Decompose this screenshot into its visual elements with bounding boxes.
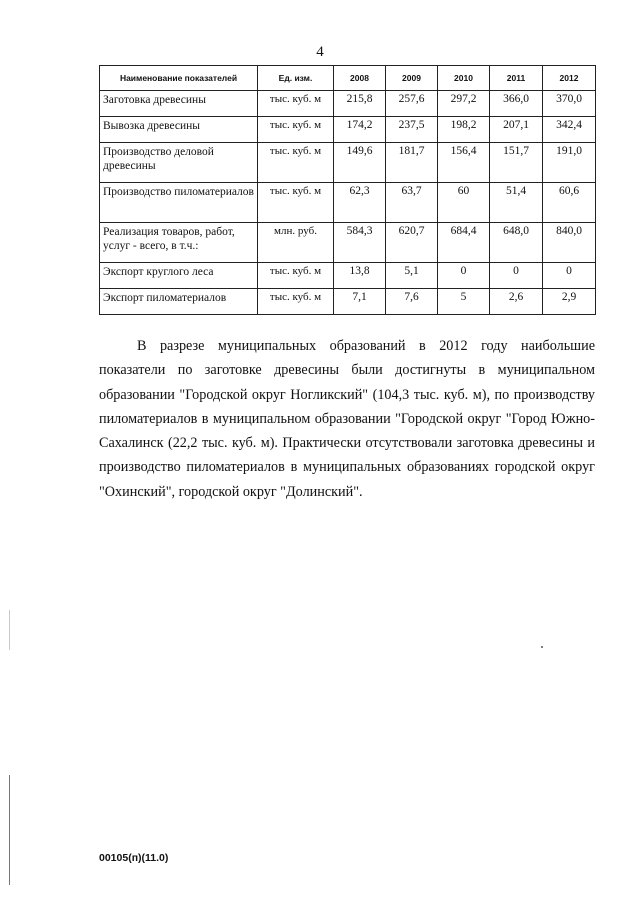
value-2011: 51,4 <box>490 183 543 223</box>
value-2008: 149,6 <box>334 143 386 183</box>
value-2011: 648,0 <box>490 223 543 263</box>
unit-cell: тыс. куб. м <box>258 289 334 315</box>
value-2012: 2,9 <box>543 289 596 315</box>
value-2011: 366,0 <box>490 91 543 117</box>
table-row <box>100 223 596 263</box>
table-row <box>100 117 596 143</box>
value-2011: 2,6 <box>490 289 543 315</box>
value-2008: 174,2 <box>334 117 386 143</box>
value-2010: 5 <box>438 289 490 315</box>
value-2010: 60 <box>438 183 490 223</box>
column-header-unit: Ед. изм. <box>258 66 334 91</box>
unit-cell: тыс. куб. м <box>258 91 334 117</box>
value-2009: 181,7 <box>386 143 438 183</box>
table-row <box>100 289 596 315</box>
body-paragraph: В разрезе муниципальных образований в 2012 году наибольшие показатели по заготовке древесины были достигнуты в муниципальном образовании "Городской округ Ногликский" (104,3 тыс. куб. м), по производству пиломатериалов в муниципальном образовании "Городской округ "Город Южно-Сахалинск (22,2 тыс. куб. м). Практически отсутствовали заготовка древесины и производство пиломатериалов в муниципальных образованиях городской округ "Охинский", городской округ "Долинский". <box>99 338 595 500</box>
indicator-name: Вывозка древесины <box>100 117 258 143</box>
value-2012: 342,4 <box>543 117 596 143</box>
value-2009: 7,6 <box>386 289 438 315</box>
table-row <box>100 143 596 183</box>
value-2012: 840,0 <box>543 223 596 263</box>
table-row <box>100 263 596 289</box>
table-body <box>100 91 596 315</box>
value-2009: 257,6 <box>386 91 438 117</box>
header-row <box>100 66 596 91</box>
unit-cell: тыс. куб. м <box>258 263 334 289</box>
value-2011: 151,7 <box>490 143 543 183</box>
indicator-name: Заготовка древесины <box>100 91 258 117</box>
value-2011: 207,1 <box>490 117 543 143</box>
value-2012: 191,0 <box>543 143 596 183</box>
unit-cell: млн. руб. <box>258 223 334 263</box>
scan-margin-line <box>9 775 10 885</box>
table-header <box>100 66 596 91</box>
value-2010: 156,4 <box>438 143 490 183</box>
value-2012: 60,6 <box>543 183 596 223</box>
value-2009: 620,7 <box>386 223 438 263</box>
unit-cell: тыс. куб. м <box>258 183 334 223</box>
column-header-2010: 2010 <box>438 66 490 91</box>
page-number: 4 <box>316 44 324 60</box>
column-header-2008: 2008 <box>334 66 386 91</box>
indicator-name: Экспорт пиломатериалов <box>100 289 258 315</box>
value-2009: 237,5 <box>386 117 438 143</box>
document-code: 00105(п)(11.0) <box>99 852 169 864</box>
table-row <box>100 91 596 117</box>
indicators-table <box>99 65 596 315</box>
value-2008: 215,8 <box>334 91 386 117</box>
column-header-2011: 2011 <box>490 66 543 91</box>
unit-cell: тыс. куб. м <box>258 143 334 183</box>
indicator-name: Производство пиломатериалов <box>100 183 258 223</box>
value-2008: 584,3 <box>334 223 386 263</box>
unit-cell: тыс. куб. м <box>258 117 334 143</box>
value-2008: 13,8 <box>334 263 386 289</box>
column-header-2012: 2012 <box>543 66 596 91</box>
value-2009: 5,1 <box>386 263 438 289</box>
scan-margin-line <box>9 610 10 650</box>
indicator-name: Реализация товаров, работ, услуг - всего, в т.ч.: <box>100 223 258 263</box>
indicator-name: Производство деловой древесины <box>100 143 258 183</box>
value-2011: 0 <box>490 263 543 289</box>
column-header-name: Наименование показателей <box>100 66 258 91</box>
value-2010: 198,2 <box>438 117 490 143</box>
column-header-2009: 2009 <box>386 66 438 91</box>
value-2010: 684,4 <box>438 223 490 263</box>
scan-speck <box>541 646 543 648</box>
value-2010: 0 <box>438 263 490 289</box>
value-2010: 297,2 <box>438 91 490 117</box>
value-2008: 62,3 <box>334 183 386 223</box>
indicator-name: Экспорт круглого леса <box>100 263 258 289</box>
value-2012: 370,0 <box>543 91 596 117</box>
value-2008: 7,1 <box>334 289 386 315</box>
table-row <box>100 183 596 223</box>
value-2009: 63,7 <box>386 183 438 223</box>
value-2012: 0 <box>543 263 596 289</box>
